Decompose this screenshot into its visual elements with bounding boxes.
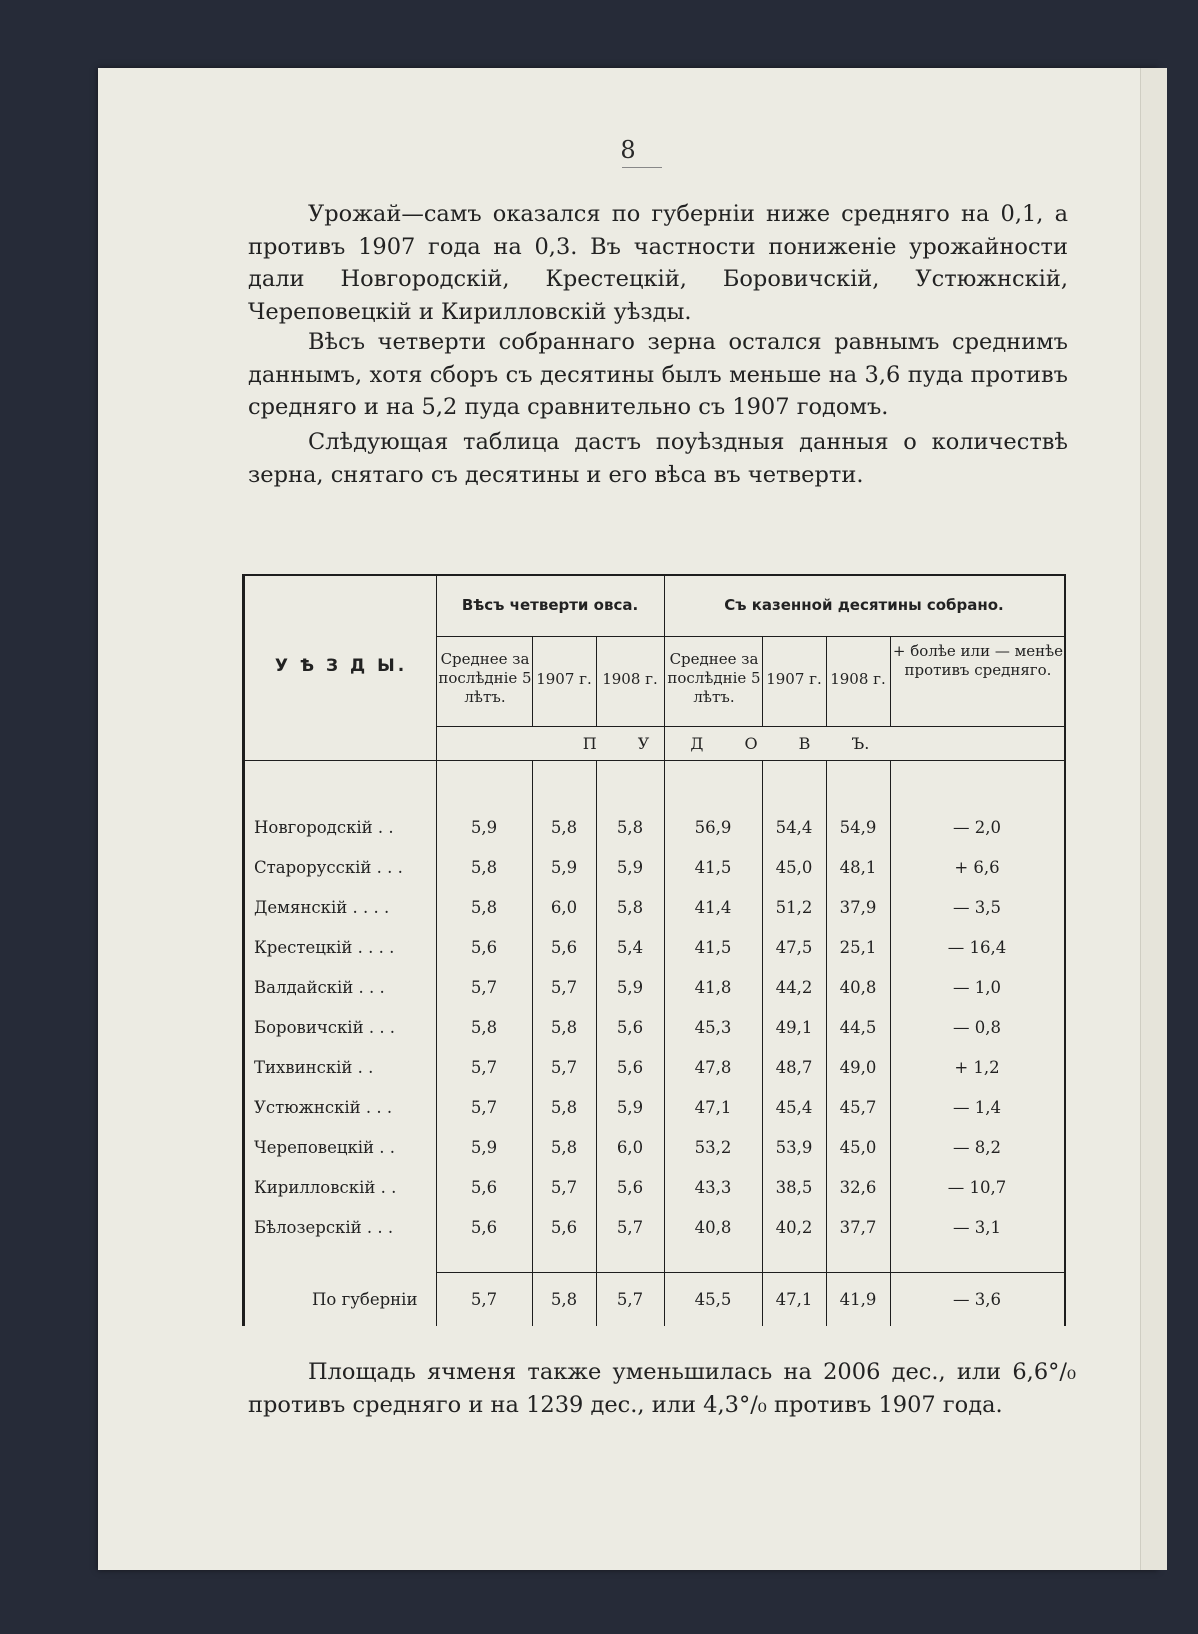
col-divider: [890, 636, 891, 726]
district-header: У Ѣ З Д Ы.: [274, 656, 408, 676]
cell-weight-avg: 5,8: [470, 898, 498, 917]
cell-weight-1907: 5,8: [550, 818, 578, 837]
subheader-rule: [436, 636, 1064, 637]
cell-yield-1908: 54,9: [839, 818, 877, 837]
cell-weight-1908: 5,8: [616, 898, 644, 917]
cell-weight-1907: 5,7: [550, 1178, 578, 1197]
cell-yield-avg: 41,5: [694, 938, 732, 957]
paragraph-table-intro: [248, 426, 1068, 491]
cell-yield-avg: 43,3: [694, 1178, 732, 1197]
col-header-1907: 1907 г.: [536, 670, 592, 688]
cell-weight-1907: 5,9: [550, 858, 578, 877]
cell-diff: — 3,5: [953, 898, 1001, 917]
cell-weight-1908: 6,0: [616, 1138, 644, 1157]
page-number: 8: [620, 136, 636, 164]
cell-weight-avg: 5,7: [470, 1098, 498, 1117]
cell-diff: + 1,2: [954, 1058, 1000, 1077]
document-page: [98, 68, 1158, 1570]
cell-weight-1908: 5,7: [616, 1290, 644, 1309]
col-header-1907: 1907 г.: [766, 670, 822, 688]
cell-yield-avg: 45,3: [694, 1018, 732, 1037]
cell-yield-1908: 32,6: [839, 1178, 877, 1197]
cell-weight-1907: 5,8: [550, 1290, 578, 1309]
cell-yield-1908: 45,0: [839, 1138, 877, 1157]
cell-yield-avg: 45,5: [694, 1290, 732, 1309]
cell-weight-1908: 5,7: [616, 1218, 644, 1237]
cell-yield-avg: 56,9: [694, 818, 732, 837]
cell-weight-1908: 5,4: [616, 938, 644, 957]
cell-yield-1908: 37,9: [839, 898, 877, 917]
table-left-border: [242, 574, 245, 1326]
col-divider: [826, 760, 827, 1326]
cell-yield-1908: 25,1: [839, 938, 877, 957]
oats-table: [246, 524, 1064, 1326]
cell-weight-1907: 5,7: [550, 978, 578, 997]
col-divider: [762, 760, 763, 1326]
cell-yield-1907: 48,7: [775, 1058, 813, 1077]
cell-yield-avg: 47,8: [694, 1058, 732, 1077]
col-divider: [890, 760, 891, 1326]
cell-weight-avg: 5,6: [470, 938, 498, 957]
cell-weight-1907: 5,7: [550, 1058, 578, 1077]
cell-yield-avg: 53,2: [694, 1138, 732, 1157]
cell-weight-1908: 5,6: [616, 1018, 644, 1037]
cell-district: Старорусскій . . .: [254, 858, 403, 877]
cell-weight-avg: 5,9: [470, 818, 498, 837]
cell-diff: — 1,0: [953, 978, 1001, 997]
paragraph-text: Слѣдующая таблица дастъ поуѣздныя данныя о количествѣ зерна, снятаго съ десятины и его вѣса въ четверти.: [248, 429, 1068, 488]
next-page-edge: [1140, 68, 1167, 1570]
col-header-1908: 1908 г.: [602, 670, 658, 688]
cell-district: Тихвинскій . .: [254, 1058, 374, 1077]
weight-group-header: Вѣсъ четверти овса.: [461, 596, 639, 614]
cell-district: Валдайскій . . .: [254, 978, 385, 997]
col-header-diff: + болѣе или — менѣе противъ средняго.: [892, 642, 1064, 679]
cell-weight-1907: 5,6: [550, 938, 578, 957]
cell-weight-avg: 5,7: [470, 1290, 498, 1309]
yield-group-header: Съ казенной десятины собрано.: [724, 596, 1004, 614]
cell-district: Новгородскій . .: [254, 818, 394, 837]
header-bottom-rule: [242, 760, 1064, 761]
col-header-avg: Среднее за послѣдніе 5 лѣтъ.: [667, 650, 761, 706]
cell-yield-avg: 40,8: [694, 1218, 732, 1237]
cell-yield-1907: 38,5: [775, 1178, 813, 1197]
cell-yield-1908: 41,9: [839, 1290, 877, 1309]
col-divider: [532, 760, 533, 1326]
cell-yield-1907: 44,2: [775, 978, 813, 997]
cell-yield-1908: 44,5: [839, 1018, 877, 1037]
cell-weight-1908: 5,9: [616, 1098, 644, 1117]
cell-weight-1908: 5,9: [616, 978, 644, 997]
cell-diff: — 3,6: [953, 1290, 1001, 1309]
units-rule: [436, 726, 1064, 727]
cell-yield-1908: 40,8: [839, 978, 877, 997]
cell-yield-1907: 47,5: [775, 938, 813, 957]
table-top-rule: [242, 574, 1064, 576]
paragraph-weight: [248, 326, 1068, 424]
cell-weight-avg: 5,8: [470, 858, 498, 877]
col-divider: [664, 760, 665, 1326]
cell-diff: — 3,1: [953, 1218, 1001, 1237]
cell-diff: — 2,0: [953, 818, 1001, 837]
paragraph-yield: [248, 198, 1068, 328]
cell-district: Бѣлозерскій . . .: [254, 1218, 394, 1237]
cell-yield-1907: 45,4: [775, 1098, 813, 1117]
cell-diff: — 10,7: [947, 1178, 1007, 1197]
cell-district: Кирилловскій . .: [254, 1178, 397, 1197]
cell-diff: — 0,8: [953, 1018, 1001, 1037]
cell-yield-avg: 47,1: [694, 1098, 732, 1117]
cell-weight-avg: 5,7: [470, 978, 498, 997]
cell-diff: — 16,4: [947, 938, 1007, 957]
cell-weight-1907: 5,8: [550, 1098, 578, 1117]
units-label: П У Д О В Ъ.: [582, 734, 870, 753]
page-number-ornament: [622, 167, 662, 168]
cell-diff: + 6,6: [954, 858, 1000, 877]
total-rule: [436, 1272, 1064, 1273]
cell-yield-1907: 53,9: [775, 1138, 813, 1157]
col-header-avg: Среднее за послѣдніе 5 лѣтъ.: [438, 650, 532, 706]
cell-weight-1907: 5,6: [550, 1218, 578, 1237]
cell-weight-1908: 5,6: [616, 1058, 644, 1077]
cell-yield-1907: 51,2: [775, 898, 813, 917]
cell-yield-1907: 49,1: [775, 1018, 813, 1037]
cell-weight-avg: 5,9: [470, 1138, 498, 1157]
cell-district: Крестецкій . . . .: [254, 938, 395, 957]
cell-district: По губерніи: [312, 1290, 418, 1309]
cell-yield-1908: 49,0: [839, 1058, 877, 1077]
cell-weight-1908: 5,8: [616, 818, 644, 837]
cell-diff: — 1,4: [953, 1098, 1001, 1117]
cell-weight-avg: 5,6: [470, 1178, 498, 1197]
paragraph-text: Урожай—самъ оказался по губерніи ниже средняго на 0,1, а противъ 1907 года на 0,3. Въ частности пониженіе урожайности дали Новгородскій, Крестецкій, Боровичскій, Устюжнскій, Череповецкій и Кирилловскій уѣзды.: [248, 201, 1068, 325]
cell-weight-1907: 6,0: [550, 898, 578, 917]
cell-yield-1908: 48,1: [839, 858, 877, 877]
cell-yield-1907: 47,1: [775, 1290, 813, 1309]
cell-yield-1908: 37,7: [839, 1218, 877, 1237]
table-right-border: [1064, 574, 1066, 1326]
cell-diff: — 8,2: [953, 1138, 1001, 1157]
cell-weight-avg: 5,8: [470, 1018, 498, 1037]
cell-district: Устюжнскій . . .: [254, 1098, 393, 1117]
cell-yield-avg: 41,5: [694, 858, 732, 877]
cell-weight-1908: 5,6: [616, 1178, 644, 1197]
cell-weight-1907: 5,8: [550, 1138, 578, 1157]
cell-yield-1908: 45,7: [839, 1098, 877, 1117]
paragraph-text: Вѣсъ четверти собраннаго зерна остался равнымъ среднимъ даннымъ, хотя сборъ съ десятины былъ меньше на 3,6 пуда противъ средняго и на 5,2 пуда сравнительно съ 1907 годомъ.: [248, 329, 1068, 420]
cell-weight-1907: 5,8: [550, 1018, 578, 1037]
col-header-1908: 1908 г.: [830, 670, 886, 688]
cell-yield-avg: 41,8: [694, 978, 732, 997]
cell-weight-avg: 5,7: [470, 1058, 498, 1077]
paragraph-text: Площадь ячменя также уменьшилась на 2006 дес., или 6,6°/₀ противъ средняго и на 1239 дес., или 4,3°/₀ противъ 1907 года.: [248, 1359, 1076, 1418]
col-divider: [596, 760, 597, 1326]
cell-yield-avg: 41,4: [694, 898, 732, 917]
cell-district: Боровичскій . . .: [254, 1018, 396, 1037]
cell-weight-1908: 5,9: [616, 858, 644, 877]
cell-district: Череповецкій . .: [254, 1138, 396, 1157]
cell-district: Демянскій . . . .: [254, 898, 390, 917]
paragraph-barley: [248, 1356, 1076, 1421]
cell-yield-1907: 45,0: [775, 858, 813, 877]
cell-weight-avg: 5,6: [470, 1218, 498, 1237]
cell-yield-1907: 40,2: [775, 1218, 813, 1237]
cell-yield-1907: 54,4: [775, 818, 813, 837]
